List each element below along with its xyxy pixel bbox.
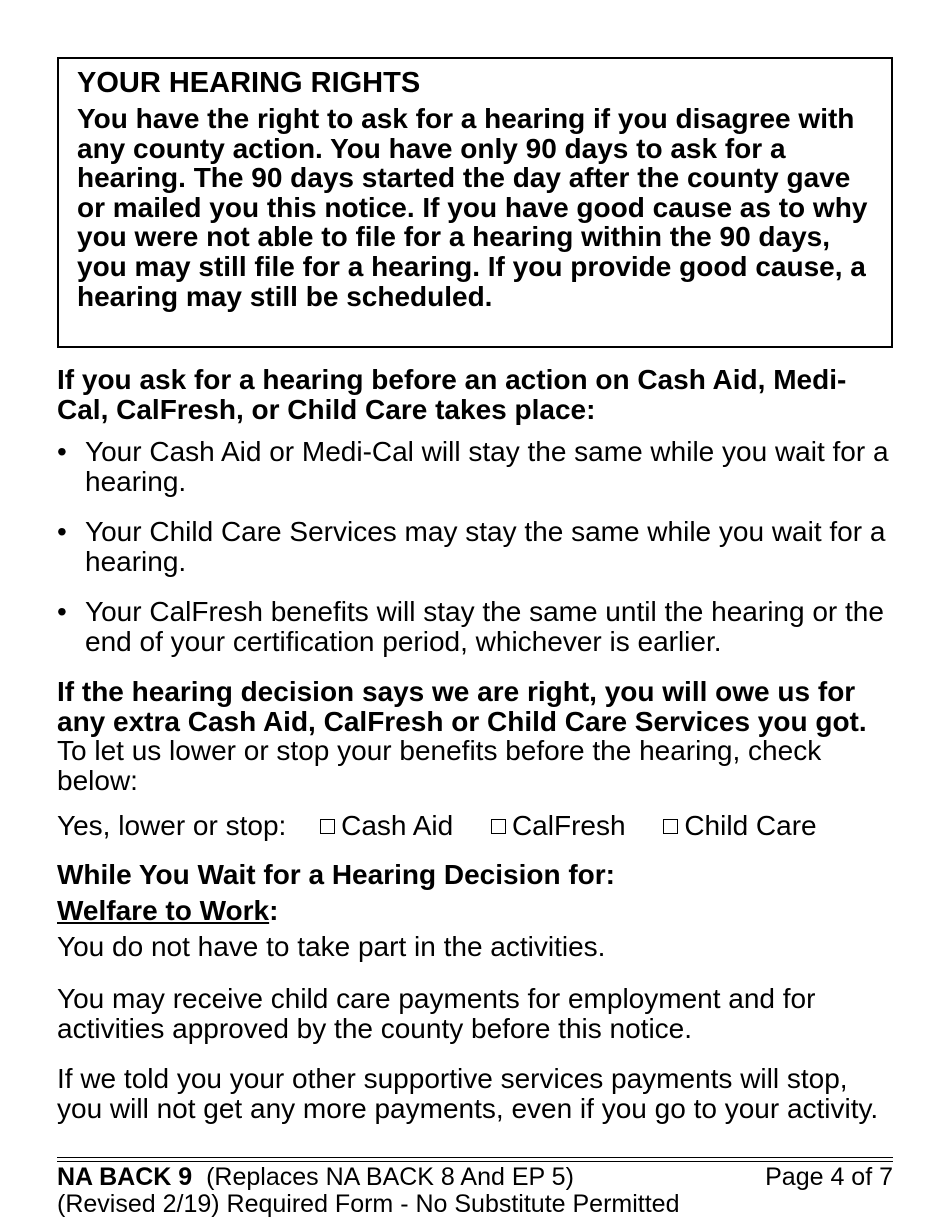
lower-or-stop-label: Yes, lower or stop: [57,810,287,841]
wait-paragraph-3: If we told you your other supportive services payments will stop, you will not get any more payments, even if you go to your activity. [57,1063,879,1124]
hearing-rights-title: YOUR HEARING RIGHTS [77,67,421,99]
hearing-rights-box [57,57,893,348]
calfresh-label: CalFresh [511,810,626,841]
bullet-dot: • [57,516,67,547]
before-action-heading: If you ask for a hearing before an action on Cash Aid, Medi-Cal, CalFresh, or Child Care takes place: [57,364,847,425]
child-care-label: Child Care [684,810,817,841]
decision-bold-text: If the hearing decision says we are right, you will owe us for any extra Cash Aid, CalFresh or Child Care Services you got. [57,676,867,737]
calfresh-option[interactable] [491,810,626,841]
bullet-dot: • [57,436,67,467]
bullet-text: Your Child Care Services may stay the same while you wait for a hearing. [85,516,886,577]
notice-page [57,0,893,1230]
cash-aid-checkbox[interactable] [320,819,335,834]
footer-line-1 [57,1164,893,1191]
form-revised: (Revised 2/19) Required Form - No Substitute Permitted [57,1190,680,1218]
hearing-rights-body: You have the right to ask for a hearing if you disagree with any county action. You have only 90 days to ask for a hearing. The 90 days started the day after the county gave or mailed you this notice. If you have good cause as to why you were not able to file for a hearing within the 90 days, you may still file for a hearing. If you provide good cause, a hearing may still be scheduled. [77,103,868,312]
hearing-decision-paragraph [57,677,897,795]
welfare-to-work-heading [57,896,897,926]
wait-paragraph-2: You may receive child care payments for employment and for activities approved by the county before this notice. [57,983,816,1044]
bullet-item [57,597,897,656]
lower-or-stop-row [57,810,897,842]
while-wait-heading: While You Wait for a Hearing Decision for: [57,859,615,890]
child-care-checkbox[interactable] [663,819,678,834]
decision-plain-text: To let us lower or stop your benefits before the hearing, check below: [57,705,882,796]
bullet-text: Your Cash Aid or Medi-Cal will stay the same while you wait for a hearing. [85,436,889,497]
calfresh-checkbox[interactable] [491,819,506,834]
wait-paragraph-1: You do not have to take part in the activities. [57,931,606,962]
footer-divider [57,1157,893,1158]
cash-aid-option[interactable] [320,810,453,841]
page-number: Page 4 of 7 [765,1163,893,1191]
bullet-item [57,517,897,576]
footer-divider [57,1161,893,1162]
bullet-text: Your CalFresh benefits will stay the same until the hearing or the end of your certification period, whichever is earlier. [85,596,884,657]
bullet-item [57,437,897,496]
child-care-option[interactable] [663,810,816,841]
form-id: NA BACK 9 [57,1163,193,1191]
welfare-to-work-colon: : [269,895,279,926]
footer-line-2 [57,1191,893,1218]
cash-aid-label: Cash Aid [341,810,454,841]
welfare-to-work-label: Welfare to Work [57,895,270,926]
bullet-dot: • [57,596,67,627]
form-replaces: (Replaces NA BACK 8 And EP 5) [206,1163,574,1191]
